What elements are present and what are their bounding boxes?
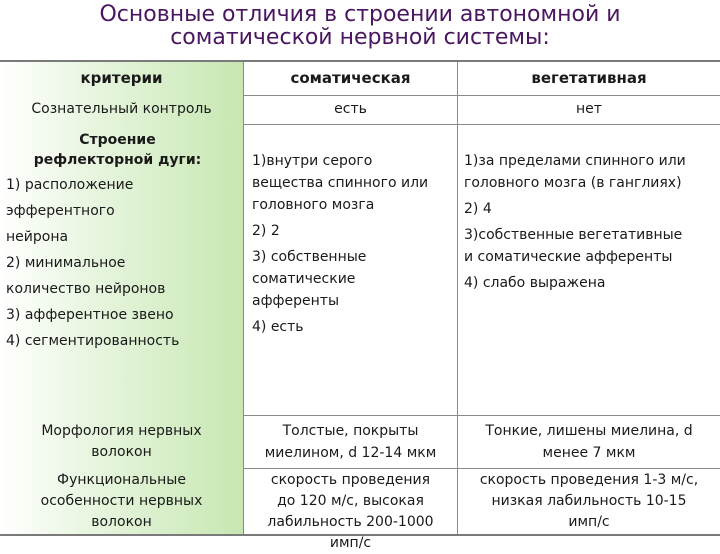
- vegetative-arc: [457, 124, 720, 415]
- somatic-arc-line: 3) собственные: [252, 249, 367, 265]
- function-vegetative-line: скорость проведения 1-3 м/с,: [479, 472, 699, 488]
- vegetative-arc-line: 3)собственные вегетативные: [464, 227, 683, 243]
- header-somatic: соматическая: [243, 62, 457, 95]
- function-somatic-line: до 120 м/с, высокая: [277, 493, 424, 509]
- somatic-arc-line: 2) 2: [252, 223, 280, 239]
- title-line-2: соматической нервной системы:: [170, 25, 550, 50]
- arc-item: 2) минимальное: [6, 255, 126, 271]
- morphology-vegetative-line: Тонкие, лишены миелина, d: [485, 422, 693, 439]
- morphology-somatic-line: Толстые, покрыты: [282, 422, 419, 439]
- function-criteria-line: особенности нервных: [40, 493, 203, 509]
- comparison-table: [0, 60, 720, 551]
- somatic-arc: [243, 124, 457, 415]
- table-row-control: [0, 95, 720, 125]
- morphology-criteria-line: волокон: [91, 443, 152, 460]
- somatic-arc-line: 1)внутри серого: [252, 153, 373, 169]
- somatic-morphology: [243, 415, 457, 468]
- vegetative-arc-line: 4) слабо выражена: [464, 275, 606, 291]
- somatic-arc-line: 4) есть: [252, 319, 304, 335]
- function-vegetative-line: низкая лабильность 10-15: [491, 493, 687, 509]
- somatic-function: [243, 468, 457, 551]
- somatic-control: есть: [243, 95, 457, 124]
- somatic-arc-line: соматические: [252, 271, 356, 287]
- header-criteria: критерии: [0, 62, 243, 95]
- arc-head-2: рефлекторной дуги:: [33, 152, 202, 168]
- title-line-1: Основные отличия в строении автономной и: [99, 2, 621, 27]
- somatic-arc-line: вещества спинного или: [252, 175, 429, 191]
- criteria-control: Сознательный контроль: [0, 95, 243, 124]
- arc-head-1: Строение: [79, 132, 156, 148]
- vegetative-morphology: [457, 415, 720, 468]
- table-row-arc: [0, 124, 720, 416]
- arc-item: эфферентного: [6, 203, 115, 219]
- function-criteria-line: волокон: [91, 514, 152, 530]
- criteria-function: [0, 468, 243, 534]
- criteria-morphology: [0, 415, 243, 468]
- function-vegetative-line: имп/с: [568, 514, 610, 530]
- vegetative-arc-line: головного мозга (в ганглиях): [464, 175, 682, 191]
- criteria-arc: [0, 124, 243, 415]
- vegetative-arc-line: 1)за пределами спинного или: [464, 153, 686, 169]
- header-vegetative: вегетативная: [457, 62, 720, 95]
- vegetative-arc-line: и соматические афференты: [464, 249, 673, 265]
- table-row-function: [0, 468, 720, 551]
- arc-item: 3) афферентное звено: [6, 307, 174, 323]
- somatic-arc-line: афференты: [252, 293, 339, 309]
- arc-item: 1) расположение: [6, 177, 134, 193]
- morphology-somatic-line: миелином, d 12-14 мкм: [264, 444, 437, 461]
- morphology-vegetative-line: менее 7 мкм: [542, 444, 636, 461]
- arc-item: 4) сегментированность: [6, 333, 180, 349]
- table-header-row: [0, 62, 720, 96]
- vegetative-control: нет: [457, 95, 720, 124]
- page-title: [0, 0, 720, 58]
- vegetative-function: [457, 468, 720, 534]
- morphology-criteria-line: Морфология нервных: [41, 422, 202, 439]
- vegetative-arc-line: 2) 4: [464, 201, 492, 217]
- function-criteria-line: Функциональные: [57, 472, 186, 488]
- function-somatic-line: лабильность 200-1000: [267, 514, 434, 530]
- function-somatic-line: имп/с: [329, 535, 372, 551]
- arc-item: нейрона: [6, 229, 69, 245]
- arc-item: количество нейронов: [6, 281, 166, 297]
- function-somatic-line: скорость проведения: [270, 472, 431, 488]
- table-row-morphology: [0, 415, 720, 469]
- somatic-arc-line: головного мозга: [252, 197, 375, 213]
